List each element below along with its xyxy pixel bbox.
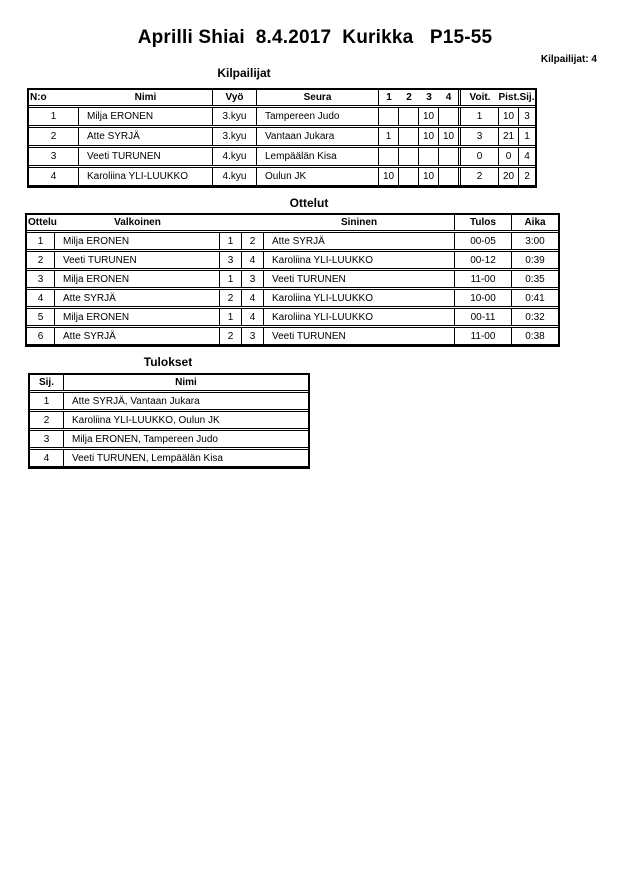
col-header-nimi: Nimi: [79, 90, 213, 105]
competitor-number: 2: [29, 128, 79, 145]
blue-competitor: Atte SYRJÄ: [264, 233, 455, 249]
col-header-sij: Sij.: [30, 375, 64, 390]
kilpailijat-header-row: [29, 90, 535, 106]
placement-value: 4: [524, 151, 530, 162]
points-value: 10: [499, 108, 519, 125]
competitor-number: 4: [29, 168, 79, 185]
match-result: 00-12: [455, 252, 512, 268]
white-competitor: Atte SYRJÄ: [55, 328, 220, 344]
competitor-name: Karoliina YLI-LUUKKO: [79, 168, 213, 185]
match-number: 1: [27, 233, 55, 249]
match2-score: [399, 128, 419, 145]
col-header-match3: 3: [426, 92, 432, 103]
match-row: [27, 289, 558, 307]
blue-competitor: Veeti TURUNEN: [264, 271, 455, 287]
match1-score: [379, 148, 399, 165]
match3-score: 10: [419, 128, 439, 145]
blue-competitor: Veeti TURUNEN: [264, 328, 455, 344]
blue-competitor-number: 4: [242, 252, 264, 268]
result-placement: 3: [30, 431, 64, 447]
col-header-tulos: Tulos: [455, 215, 512, 230]
competitor-row: [29, 167, 535, 186]
match-row: [27, 232, 558, 250]
blue-competitor: Karoliina YLI-LUUKKO: [264, 290, 455, 306]
white-competitor: Milja ERONEN: [55, 233, 220, 249]
section-heading-kilpailijat: Kilpailijat: [217, 66, 271, 80]
match-number: 5: [27, 309, 55, 325]
match4-score: [439, 168, 459, 185]
result-name: Karoliina YLI-LUUKKO, Oulun JK: [72, 414, 220, 426]
match-number: 2: [27, 252, 55, 268]
white-competitor-number: 1: [220, 271, 242, 287]
match-row: [27, 327, 558, 345]
competitor-number: 3: [29, 148, 79, 165]
col-header-ottelu: Ottelu: [28, 217, 57, 228]
white-competitor-number: 2: [220, 290, 242, 306]
match-result: 11-00: [455, 271, 512, 287]
wins-value: 2: [460, 168, 499, 185]
match-result: 11-00: [455, 328, 512, 344]
placement-value: 1: [524, 131, 530, 142]
result-row: [30, 392, 308, 410]
col-header-nimi: Nimi: [175, 377, 197, 388]
result-name: Milja ERONEN, Tampereen Judo: [72, 433, 218, 445]
white-competitor-number: 2: [220, 328, 242, 344]
match-time: 0:35: [525, 273, 545, 285]
competitor-belt: 3.kyu: [213, 108, 257, 125]
result-name: Veeti TURUNEN, Lempäälän Kisa: [72, 452, 223, 464]
match-time: 0:32: [525, 311, 545, 323]
wins-value: 0: [460, 148, 499, 165]
placement-value: 3: [524, 111, 530, 122]
result-row: [30, 411, 308, 429]
match1-score: 10: [379, 168, 399, 185]
result-placement: 1: [30, 393, 64, 409]
match1-score: 1: [379, 128, 399, 145]
result-placement: 4: [30, 450, 64, 466]
match3-score: 10: [419, 108, 439, 125]
col-header-match1: 1: [386, 92, 392, 103]
competitor-club: Vantaan Jukara: [257, 128, 379, 145]
match1-score: [379, 108, 399, 125]
competitor-number: 1: [29, 108, 79, 125]
competitor-club: Lempäälän Kisa: [257, 148, 379, 165]
section-heading-tulokset: Tulokset: [143, 355, 193, 369]
white-competitor-number: 1: [220, 309, 242, 325]
col-header-seura: Seura: [257, 90, 379, 105]
ottelut-header-row: [27, 215, 558, 231]
col-header-nro: N:o: [30, 92, 47, 103]
match-number: 4: [27, 290, 55, 306]
wins-value: 1: [460, 108, 499, 125]
wins-value: 3: [460, 128, 499, 145]
competitor-row: [29, 127, 535, 146]
white-competitor: Atte SYRJÄ: [55, 290, 220, 306]
match4-score: [439, 148, 459, 165]
result-name: Atte SYRJÄ, Vantaan Jukara: [72, 395, 200, 407]
match2-score: [399, 168, 419, 185]
col-header-voit: Voit.: [460, 90, 499, 105]
col-header-match4: 4: [439, 90, 459, 105]
match-time: 3:00: [525, 235, 545, 247]
participants-count: Kilpailijat: 4: [540, 54, 597, 65]
competitor-club: Oulun JK: [257, 168, 379, 185]
competitor-name: Milja ERONEN: [79, 108, 213, 125]
col-header-blue-number: [242, 215, 264, 230]
col-header-valkoinen: Valkoinen: [114, 217, 161, 228]
match4-score: [439, 108, 459, 125]
section-heading-ottelut: Ottelut: [289, 196, 329, 210]
result-row: [30, 430, 308, 448]
match-time: 0:39: [525, 254, 545, 266]
match3-score: 10: [419, 168, 439, 185]
match-row: [27, 270, 558, 288]
ottelut-table: [25, 213, 560, 347]
tulokset-header-row: [30, 375, 308, 391]
result-row: [30, 449, 308, 467]
result-placement: 2: [30, 412, 64, 428]
competitor-belt: 3.kyu: [213, 128, 257, 145]
points-value: 0: [499, 148, 519, 165]
match-time: 0:41: [525, 292, 545, 304]
col-header-aika: Aika: [524, 217, 546, 228]
col-header-sininen: Sininen: [264, 215, 455, 230]
blue-competitor-number: 4: [242, 309, 264, 325]
col-header-vyo: Vyö: [213, 90, 257, 105]
competitor-row: [29, 107, 535, 126]
competitor-belt: 4.kyu: [213, 148, 257, 165]
match-time: 0:38: [525, 330, 545, 342]
col-header-white-number: [220, 215, 242, 230]
competitor-belt: 4.kyu: [213, 168, 257, 185]
match-row: [27, 308, 558, 326]
blue-competitor: Karoliina YLI-LUUKKO: [264, 252, 455, 268]
match-result: 10-00: [455, 290, 512, 306]
col-header-pist: Pist.: [498, 92, 520, 103]
match3-score: [419, 148, 439, 165]
blue-competitor-number: 2: [242, 233, 264, 249]
white-competitor-number: 3: [220, 252, 242, 268]
match-row: [27, 251, 558, 269]
white-competitor-number: 1: [220, 233, 242, 249]
match-number: 6: [27, 328, 55, 344]
kilpailijat-table: [27, 88, 537, 188]
competitor-name: Veeti TURUNEN: [79, 148, 213, 165]
blue-competitor-number: 4: [242, 290, 264, 306]
match-number: 3: [27, 271, 55, 287]
competitor-row: [29, 147, 535, 166]
placement-value: 2: [524, 171, 530, 182]
tulokset-table: [28, 373, 310, 469]
white-competitor: Veeti TURUNEN: [55, 252, 220, 268]
competitor-name: Atte SYRJÄ: [79, 128, 213, 145]
col-header-match2: 2: [406, 92, 412, 103]
match2-score: [399, 148, 419, 165]
points-value: 21: [499, 128, 519, 145]
match-result: 00-05: [455, 233, 512, 249]
match-result: 00-11: [455, 309, 512, 325]
blue-competitor: Karoliina YLI-LUUKKO: [264, 309, 455, 325]
col-header-sij: Sij.: [519, 92, 535, 103]
match4-score: 10: [439, 128, 459, 145]
match2-score: [399, 108, 419, 125]
points-value: 20: [499, 168, 519, 185]
page-title: Aprilli Shiai 8.4.2017 Kurikka P15-55: [137, 27, 493, 48]
white-competitor: Milja ERONEN: [55, 271, 220, 287]
blue-competitor-number: 3: [242, 328, 264, 344]
competitor-club: Tampereen Judo: [257, 108, 379, 125]
blue-competitor-number: 3: [242, 271, 264, 287]
white-competitor: Milja ERONEN: [55, 309, 220, 325]
